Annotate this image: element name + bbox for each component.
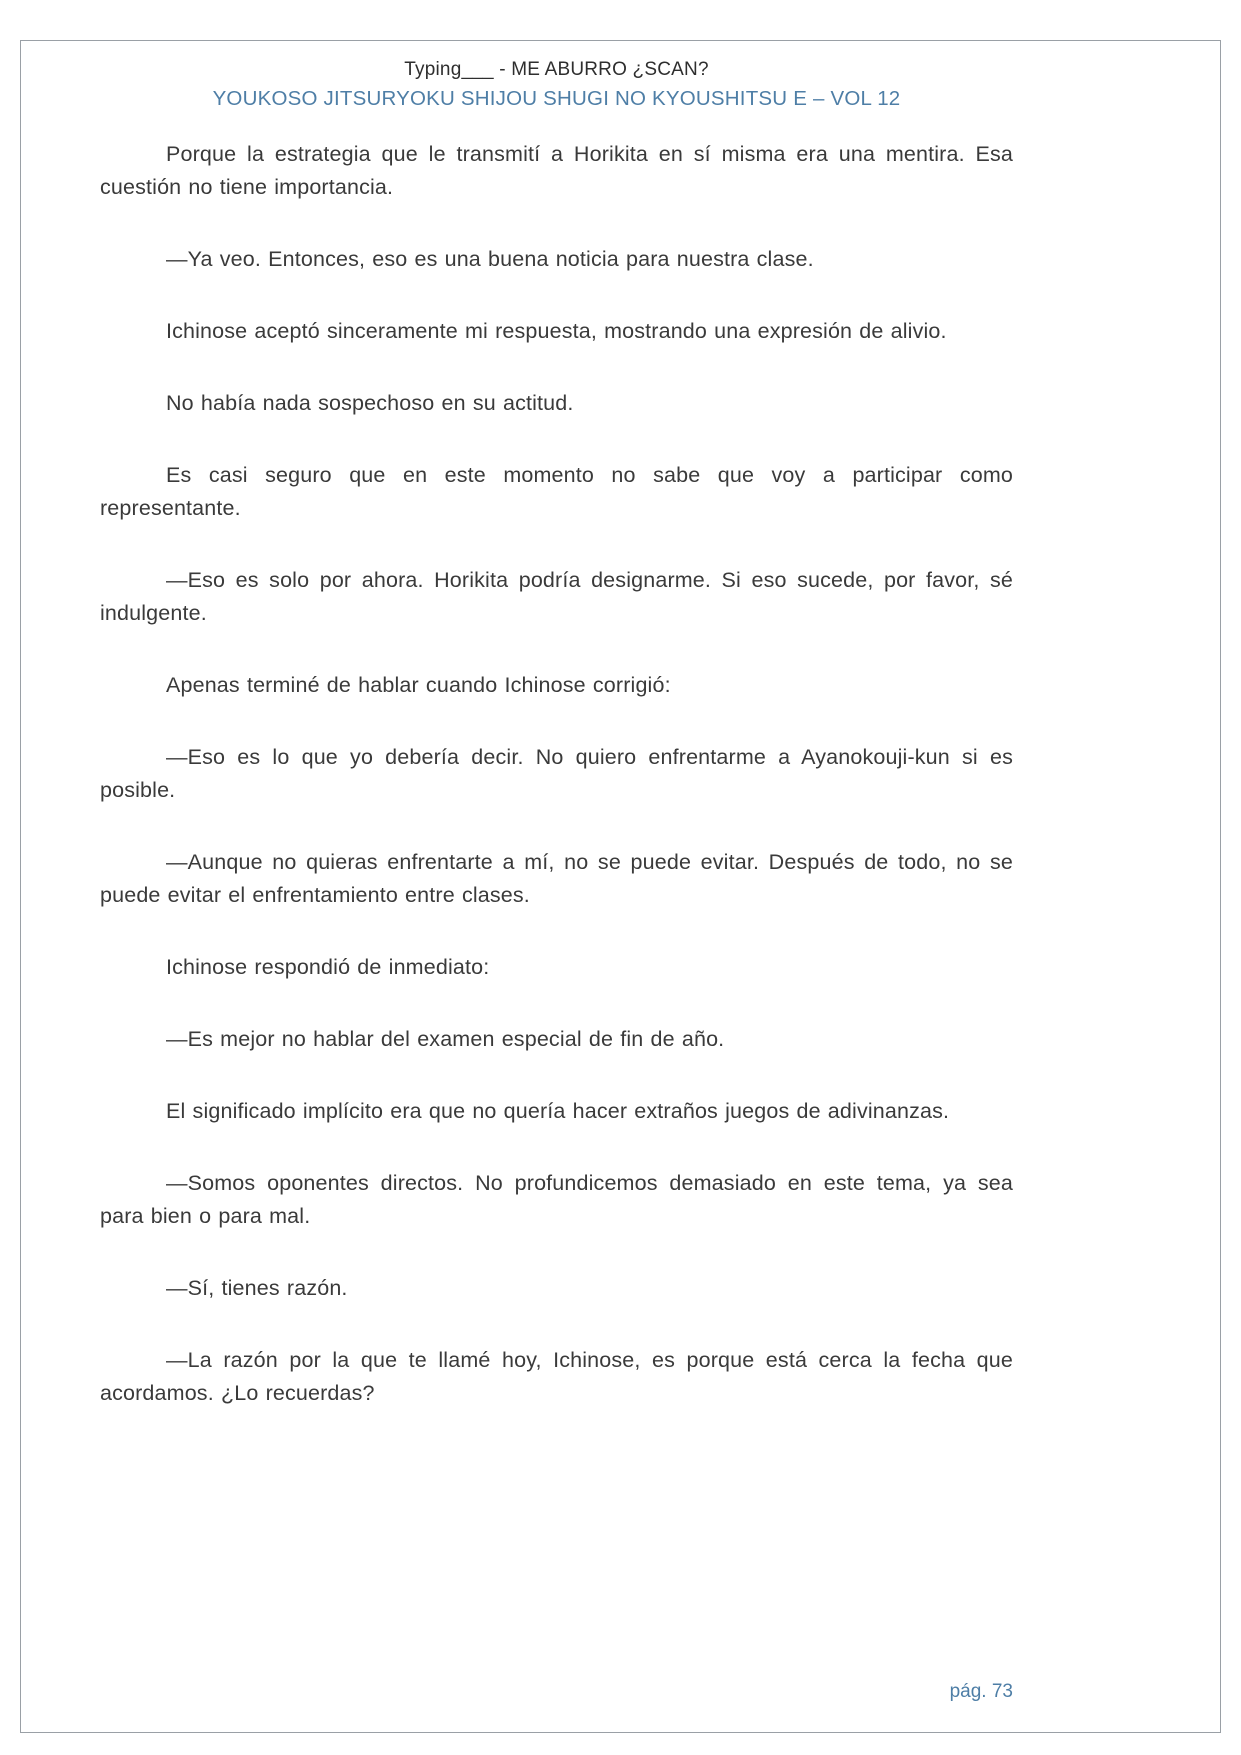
paragraph: Ichinose aceptó sinceramente mi respuesta, mostrando una expresión de alivio. — [166, 319, 947, 343]
paragraph: Apenas terminé de hablar cuando Ichinose corrigió: — [166, 673, 671, 697]
paragraph-dialogue: —Somos oponentes directos. No profundicemos demasiado en este tema, ya sea para bien o para mal. — [100, 1171, 1013, 1228]
paragraph: Es casi seguro que en este momento no sabe que voy a participar como representante. — [100, 463, 1013, 520]
paragraph-dialogue: —Aunque no quieras enfrentarte a mí, no se puede evitar. Después de todo, no se puede evitar el enfrentamiento entre clases. — [100, 850, 1013, 907]
paragraph: El significado implícito era que no quería hacer extraños juegos de adivinanzas. — [166, 1099, 950, 1123]
paragraph-dialogue: —Ya veo. Entonces, eso es una buena noticia para nuestra clase. — [166, 247, 814, 271]
paragraph-dialogue: —Eso es lo que yo debería decir. No quiero enfrentarme a Ayanokouji-kun si es posible. — [100, 745, 1013, 802]
page-content — [100, 56, 1013, 1695]
document-header — [100, 56, 1013, 114]
header-volume-title: YOUKOSO JITSURYOKU SHIJOU SHUGI NO KYOUSHITSU E – VOL 12 — [212, 87, 901, 110]
paragraph: Porque la estrategia que le transmití a Horikita en sí misma era una mentira. Esa cuestión no tiene importancia. — [100, 142, 1013, 199]
paragraph: No había nada sospechoso en su actitud. — [166, 391, 574, 415]
paragraph-dialogue: —Sí, tienes razón. — [166, 1276, 348, 1300]
page-number: pág. 73 — [949, 1681, 1013, 1702]
header-scan-credit: Typing___ - ME ABURRO ¿SCAN? — [404, 59, 709, 80]
paragraph-dialogue: —La razón por la que te llamé hoy, Ichinose, es porque está cerca la fecha que acordamos. ¿Lo recuerdas? — [100, 1348, 1013, 1405]
paragraph-dialogue: —Eso es solo por ahora. Horikita podría designarme. Si eso sucede, por favor, sé indulgente. — [100, 568, 1013, 625]
paragraph-dialogue: —Es mejor no hablar del examen especial de fin de año. — [166, 1027, 725, 1051]
paragraph: Ichinose respondió de inmediato: — [166, 955, 490, 979]
body-text — [100, 138, 1013, 1410]
